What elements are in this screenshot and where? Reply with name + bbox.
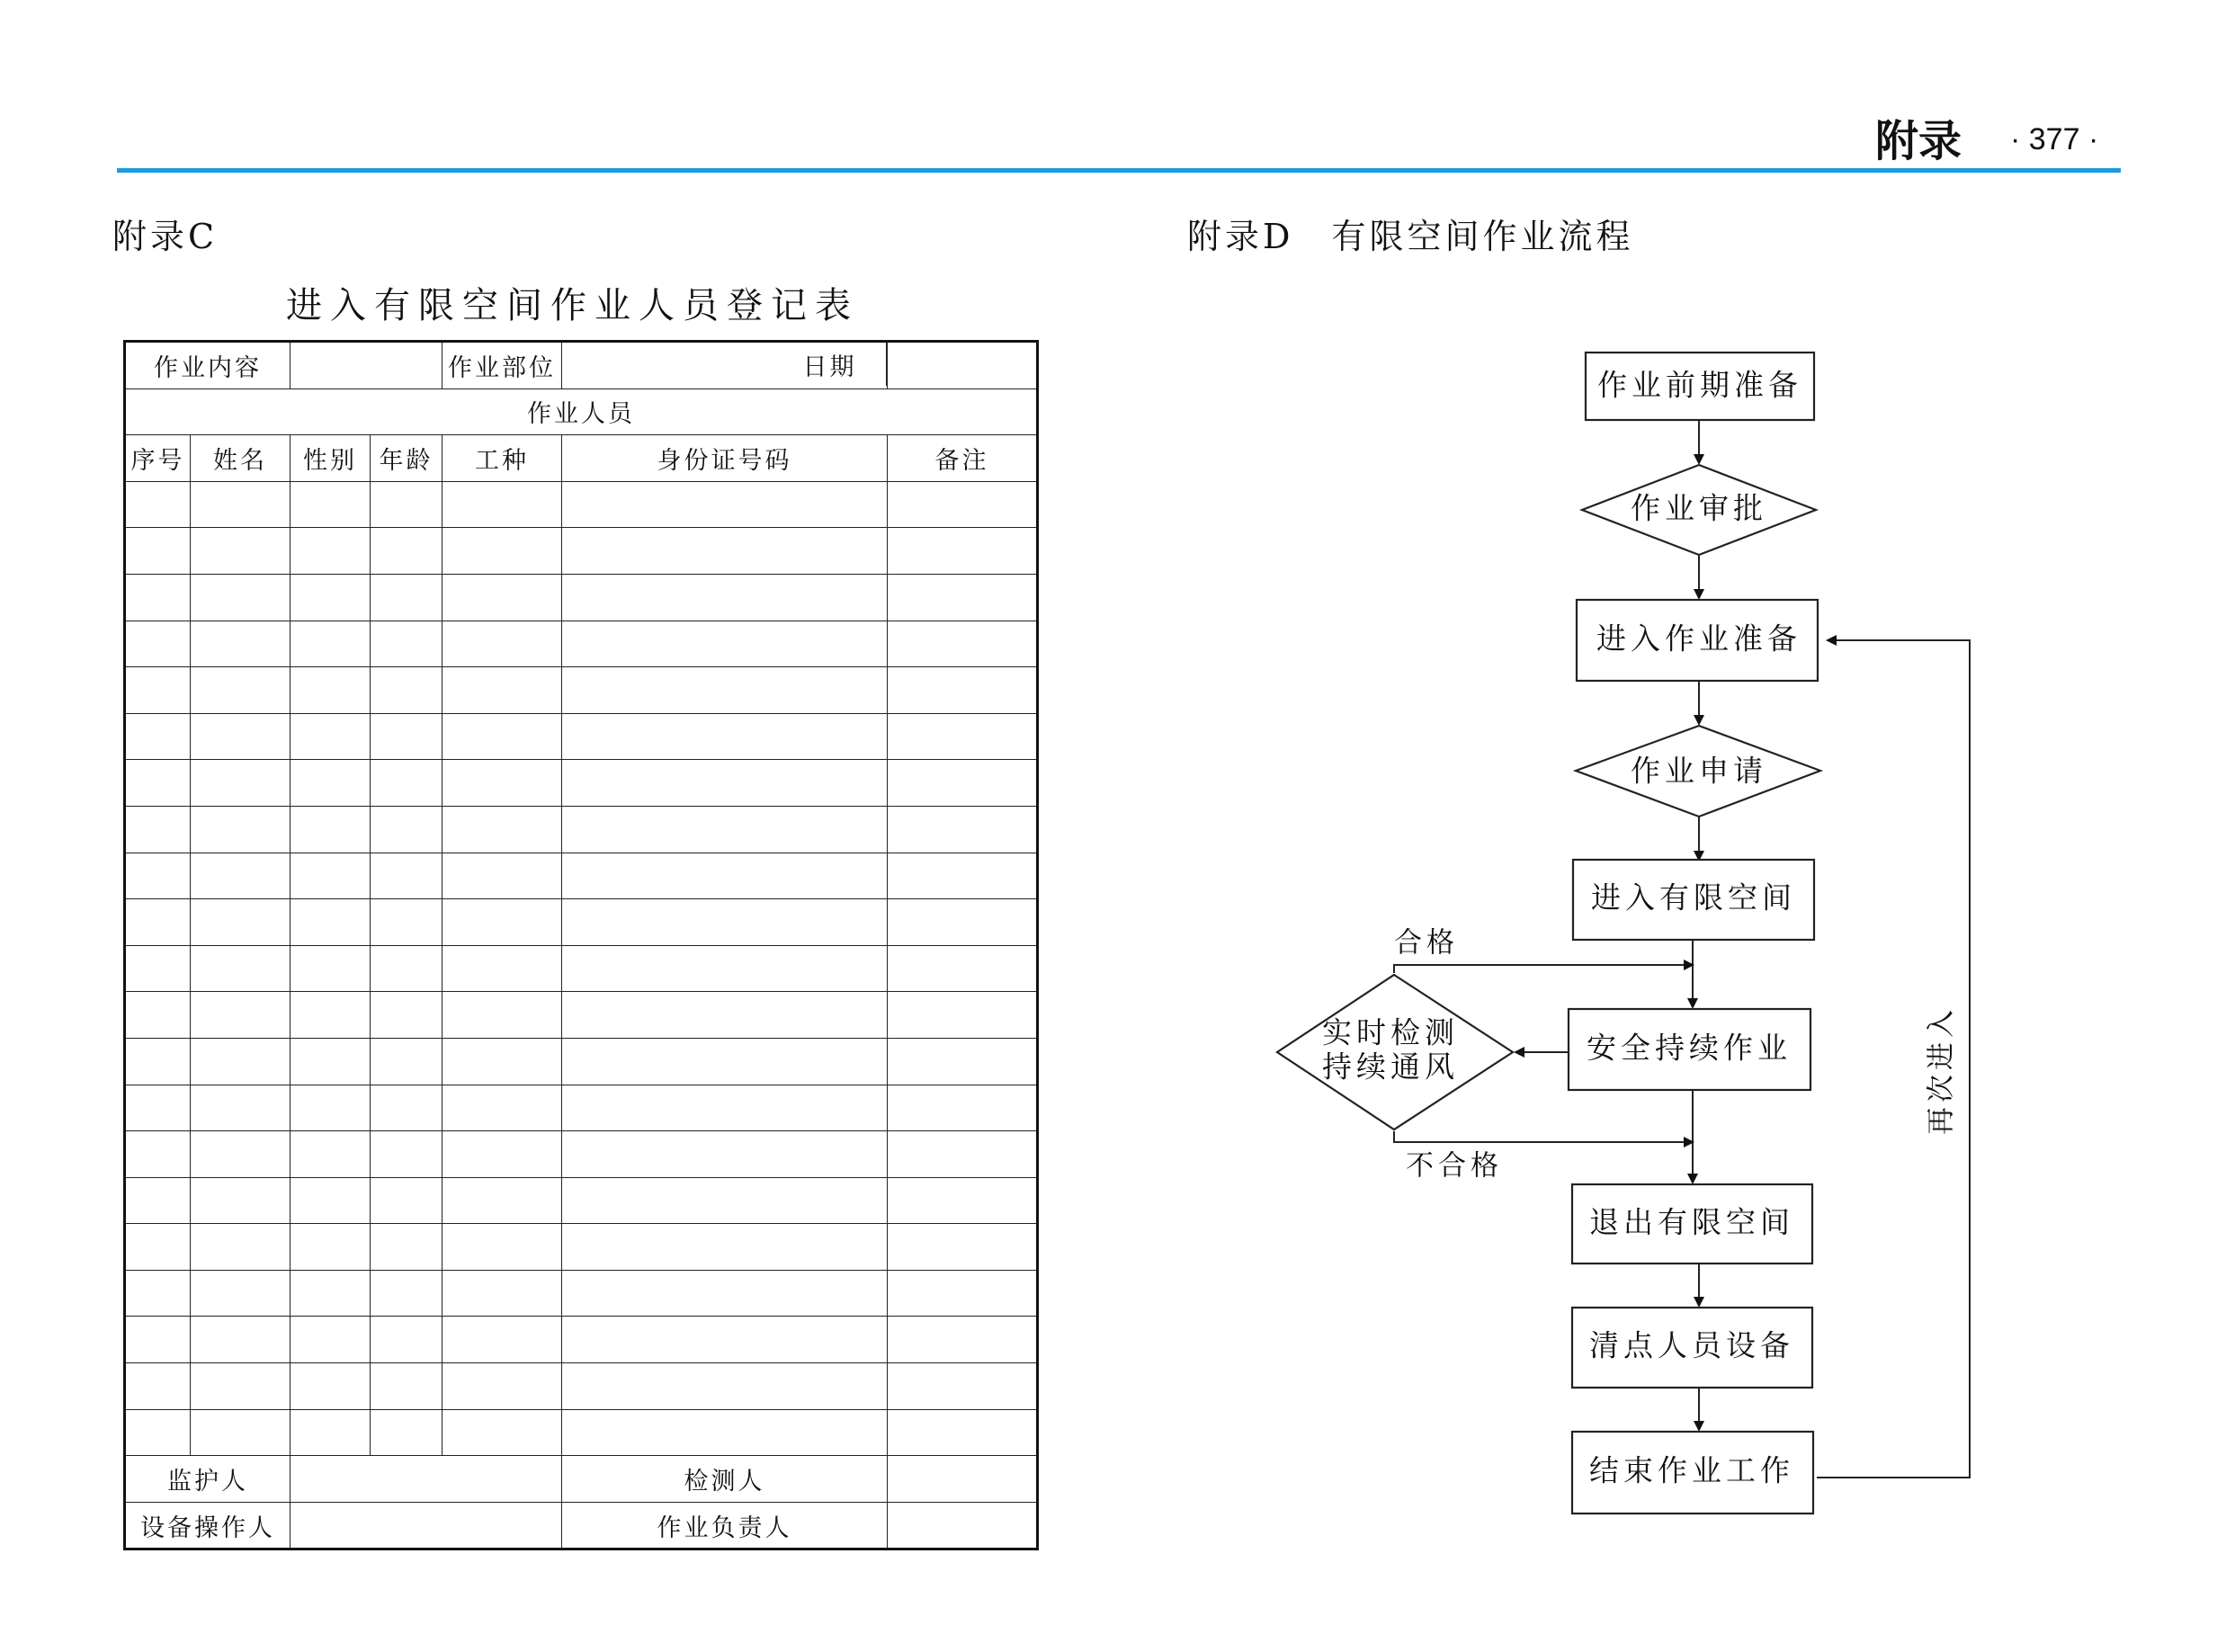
step-preparation-text: 作业前期准备 xyxy=(1597,367,1802,403)
step-approval-text: 作业审批 xyxy=(1631,490,1767,526)
work-location-label: 作业部位 xyxy=(443,342,562,389)
col-header-remarks: 备注 xyxy=(888,435,1038,482)
appendix-c-heading: 附录C xyxy=(112,217,219,256)
fail-label: 不合格 xyxy=(1406,1149,1503,1183)
tester-label: 检测人 xyxy=(562,1456,888,1503)
running-header-title: 附录 xyxy=(1875,116,1962,166)
operator-label: 设备操作人 xyxy=(125,1502,291,1549)
step-headcount-text: 清点人员设备 xyxy=(1589,1327,1794,1363)
date-label: 日期 xyxy=(773,343,887,386)
guardian-label: 监护人 xyxy=(125,1456,291,1503)
col-header-id-number: 身份证号码 xyxy=(562,435,888,482)
arrow-fail xyxy=(1394,1131,1693,1142)
step-exit-text: 退出有限空间 xyxy=(1589,1204,1794,1240)
step-finish-text: 结束作业工作 xyxy=(1589,1452,1794,1488)
page-number: · 377 · xyxy=(2010,122,2099,156)
step-monitoring-line2: 持续通风 xyxy=(1322,1049,1459,1085)
arrow-pass xyxy=(1394,965,1693,973)
step-application-text: 作业申请 xyxy=(1631,753,1767,789)
col-header-name: 姓名 xyxy=(191,435,291,482)
appendix-d-heading: 附录D 有限空间作业流程 xyxy=(1187,217,1634,256)
col-header-age: 年龄 xyxy=(371,435,443,482)
reenter-label: 再次进入 xyxy=(1925,1005,1958,1135)
step-entry-prep-text: 进入作业准备 xyxy=(1596,621,1801,656)
pass-label: 合格 xyxy=(1394,926,1459,960)
work-content-label: 作业内容 xyxy=(125,342,291,389)
col-header-gender: 性别 xyxy=(291,435,371,482)
step-continuous-work-text: 安全持续作业 xyxy=(1587,1030,1792,1066)
personnel-label: 作业人员 xyxy=(125,388,1038,435)
leader-label: 作业负责人 xyxy=(562,1502,888,1549)
table-title: 进入有限空间作业人员登记表 xyxy=(286,285,859,326)
step-enter-space-text: 进入有限空间 xyxy=(1591,880,1796,915)
col-header-index: 序号 xyxy=(125,435,191,482)
col-header-trade: 工种 xyxy=(443,435,562,482)
step-monitoring-line1: 实时检测 xyxy=(1322,1014,1459,1050)
